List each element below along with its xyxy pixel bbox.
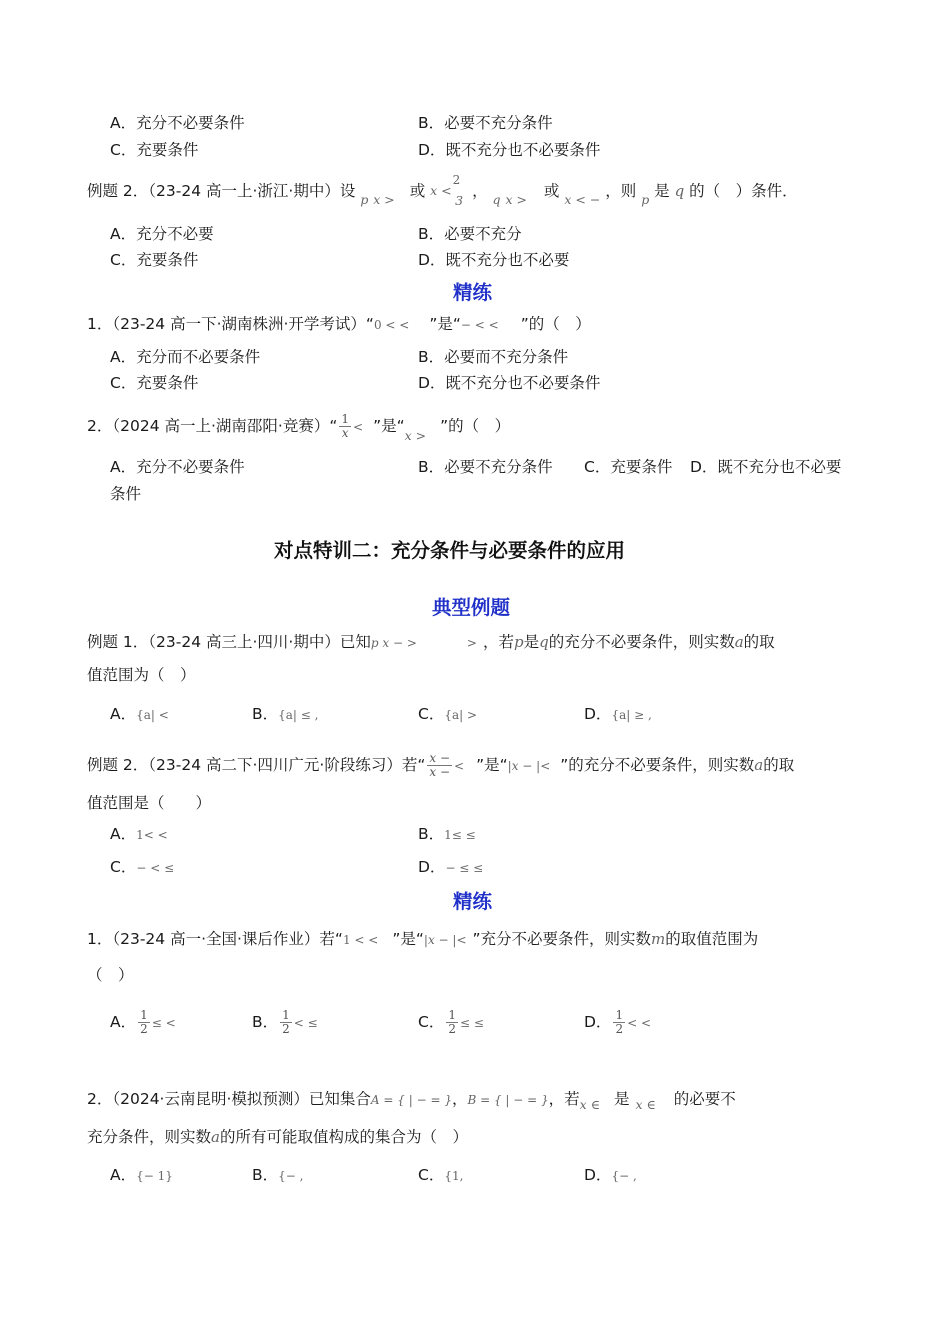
option-a (110, 1164, 173, 1187)
comma: ， (472, 182, 488, 200)
math-expr: 1 < < (342, 933, 379, 947)
math-q-2: q (674, 182, 685, 200)
math-x-gt-2: x > (505, 192, 527, 207)
option-b: B．必要而不充分条件 (418, 348, 569, 366)
option-math: {a| ≥ , (611, 708, 652, 722)
option-label: A． (110, 1013, 137, 1031)
fraction-half (446, 1009, 458, 1036)
math-num: 2 (452, 173, 461, 187)
option-d-continued: 条件 (110, 485, 142, 503)
option-a (110, 1009, 176, 1036)
math-expr: 0 < < (373, 318, 410, 332)
option-c (110, 856, 174, 879)
math-a: a (211, 1128, 220, 1146)
option-label: B． (252, 705, 279, 723)
option-a (110, 823, 168, 846)
stem-tail: ”充分不必要条件，则实数 (472, 930, 652, 948)
option-b: B．必要不充分 (418, 225, 522, 243)
option-math: 1≤ ≤ (444, 828, 476, 842)
stem-line2-b: 的所有可能取值构成的集合为（ ） (219, 1128, 468, 1146)
option-math: {1, (444, 1169, 464, 1183)
math-den: 3 (455, 193, 464, 208)
practice-1-stem (87, 928, 758, 951)
stem-mid: ”是“ (373, 417, 405, 435)
option-math: < ≤ (293, 1016, 318, 1030)
practice-2-stem-line2 (87, 1126, 468, 1148)
option-label: B． (252, 1013, 279, 1031)
option-label: C． (418, 1013, 445, 1031)
stem-tail: ”的（ ） (440, 417, 511, 435)
option-label: A． (110, 1166, 137, 1184)
option-math: 1< < (136, 828, 168, 842)
fraction-numerator: 1 (140, 1008, 148, 1022)
fraction (339, 413, 351, 440)
option-b: B．必要不充分条件 (418, 114, 553, 132)
section-heading: 精练 (453, 890, 493, 913)
fraction-denominator: 2 (615, 1022, 624, 1036)
option-d: D．既不充分也不必要条件 (418, 374, 601, 392)
option-label: C． (418, 705, 445, 723)
fraction-denominator: 2 (282, 1022, 290, 1036)
math-x-in-2: x ∈ (635, 1097, 656, 1112)
option-label: D． (584, 1013, 612, 1031)
option-a: A．充分不必要条件 (110, 114, 245, 132)
stem-mid: ”是“ (392, 930, 424, 948)
fraction-half (138, 1009, 150, 1036)
option-math: {a| > (444, 708, 478, 722)
option-c: C．充要条件 (110, 251, 199, 269)
option-label: D． (584, 1166, 612, 1184)
option-d (584, 1164, 637, 1187)
fraction-numerator: 1 (448, 1008, 456, 1022)
example-1-stem-line2: 值范围为（ ） (87, 666, 196, 684)
option-label: B． (418, 825, 445, 843)
option-label: D． (584, 705, 612, 723)
stem-mid: ”是“ (429, 315, 461, 333)
fraction-numerator: x − (429, 751, 451, 765)
or-text: 或 (409, 182, 426, 200)
option-c (418, 1009, 484, 1036)
math-expr: > (466, 636, 477, 650)
then-text: ，则 (605, 182, 637, 200)
stem-tail: 的充分不必要条件，则实数 (548, 633, 735, 651)
stem-tail: 的必要不 (673, 1090, 736, 1108)
stem-lead: 1．（23-24 高一·全国·课后作业）若“ (87, 930, 343, 948)
option-math: − ≤ ≤ (445, 861, 484, 875)
option-b (418, 823, 476, 846)
math-a: a (754, 756, 764, 774)
option-d (584, 703, 652, 726)
example-2-stem-line2: 值范围是（ ） (87, 794, 212, 812)
stem-lead: 2．（2024·云南昆明·模拟预测）已知集合 (87, 1090, 371, 1108)
math-m: m (651, 930, 666, 948)
fraction-half (613, 1009, 625, 1036)
fraction-numerator: 1 (282, 1008, 290, 1022)
option-b: B．必要不充分条件 (418, 458, 553, 476)
option-d (418, 856, 483, 879)
option-math: {a| ≤ , (278, 708, 319, 722)
stem-mid: ”是“ (476, 756, 508, 774)
option-b (252, 703, 318, 726)
option-a: A．充分而不必要条件 (110, 348, 261, 366)
option-d: D．既不充分也不必要 (418, 251, 570, 269)
stem-lead: 1．（23-24 高一下·湖南株洲·开学考试）“ (87, 315, 374, 333)
option-a (110, 703, 169, 726)
option-math: ≤ ≤ (459, 1016, 484, 1030)
stem-lead: 例题 2．（23-24 高二下·四川广元·阶段练习）若“ (87, 756, 426, 774)
set-a: A = { | − = } (370, 1093, 452, 1107)
math-abs: |x − |< (423, 933, 467, 947)
math-expr: x > (404, 428, 427, 443)
math-p-2: p (513, 633, 524, 651)
math-expr-2: − < < (460, 318, 499, 332)
option-b (252, 1164, 303, 1187)
math-p: p (360, 192, 369, 207)
practice-1-stem (87, 313, 591, 336)
option-label: C． (418, 1166, 445, 1184)
stem-tail-2: 的取 (763, 756, 795, 774)
math-q: q (492, 192, 501, 207)
section-heading: 典型例题 (432, 596, 511, 619)
option-math: ≤ < (151, 1016, 176, 1030)
fraction (427, 752, 452, 779)
math-x-gt: x > (373, 192, 395, 207)
stem-lead: 例题 1．（23-24 高三上·四川·期中）已知 (87, 633, 371, 651)
example-2-stem (87, 752, 794, 779)
option-d: D．既不充分也不必要 (690, 458, 842, 476)
math-abs: |x − |< (507, 759, 551, 773)
stem-line2-a: 充分条件，则实数 (87, 1128, 212, 1146)
option-c (418, 703, 477, 726)
stem-lead: 例题 2．（23-24 高一上·浙江·期中）设 (87, 182, 356, 200)
option-label: A． (110, 705, 137, 723)
stem-tail-2: 的取 (743, 633, 775, 651)
fraction-denominator: 2 (140, 1022, 148, 1036)
fraction-denominator: 2 (448, 1022, 456, 1036)
option-d: D．既不充分也不必要条件 (418, 141, 601, 159)
math-p: p x − > (370, 636, 417, 650)
option-a: A．充分不必要条件 (110, 458, 245, 476)
math-x-in: x ∈ (579, 1097, 600, 1112)
option-c (418, 1164, 463, 1187)
option-c: C．充要条件 (110, 141, 199, 159)
fraction-denominator: x − (429, 765, 451, 779)
stem-tail: ”的（ ） (520, 315, 591, 333)
option-d (584, 1009, 651, 1036)
stem-tail: ”的充分不必要条件，则实数 (560, 756, 755, 774)
is-text: 是 (523, 633, 540, 651)
option-label: C． (110, 858, 137, 876)
practice-2-stem (87, 1088, 736, 1111)
fraction-numerator: 1 (615, 1008, 624, 1022)
option-b (252, 1009, 318, 1036)
option-math: < < (627, 1016, 652, 1030)
if-text: ，若 (548, 1090, 580, 1108)
math-lt: < (353, 420, 364, 434)
section-heading: 精练 (453, 281, 493, 304)
set-b: B = { | − = } (467, 1093, 549, 1107)
is-text: 是 (613, 1090, 630, 1108)
stem-tail-2: 的取值范围为 (665, 930, 759, 948)
fraction-half (280, 1009, 292, 1036)
stem-tail: 的（ ）条件． (689, 182, 798, 200)
practice-2-stem (87, 412, 511, 443)
option-math: {− 1} (136, 1169, 173, 1183)
option-math: − < ≤ (136, 861, 175, 875)
stem-mid: ，若 (482, 633, 514, 651)
math-lt: < (454, 759, 465, 773)
option-c: C．充要条件 (110, 374, 199, 392)
option-c: C．充要条件 (584, 458, 673, 476)
option-math: {− , (611, 1169, 637, 1183)
math-x-lt: x < (430, 183, 452, 198)
fraction-numerator: 1 (341, 412, 350, 426)
section-title: 对点特训二：充分条件与必要条件的应用 (274, 539, 626, 562)
separator: ， (451, 1090, 468, 1108)
math-q: q (539, 633, 549, 651)
option-label: B． (252, 1166, 279, 1184)
option-a: A．充分不必要 (110, 225, 214, 243)
math-a: a (734, 633, 744, 651)
fraction-denominator: x (341, 426, 349, 440)
option-math: {a| < (136, 708, 169, 722)
math-x-lt-2: x < − (564, 192, 601, 207)
option-math: {− , (278, 1169, 304, 1183)
or-text-2: 或 (543, 182, 560, 200)
is-text: 是 (654, 182, 670, 200)
example-2-stem (87, 173, 798, 208)
example-1-stem (87, 631, 775, 654)
option-label: D． (418, 858, 446, 876)
math-p-2: p (641, 192, 650, 207)
option-label: A． (110, 825, 137, 843)
practice-1-stem-line2: （ ） (87, 966, 134, 984)
stem-lead: 2．（2024 高一上·湖南邵阳·竞赛）“ (87, 417, 338, 435)
